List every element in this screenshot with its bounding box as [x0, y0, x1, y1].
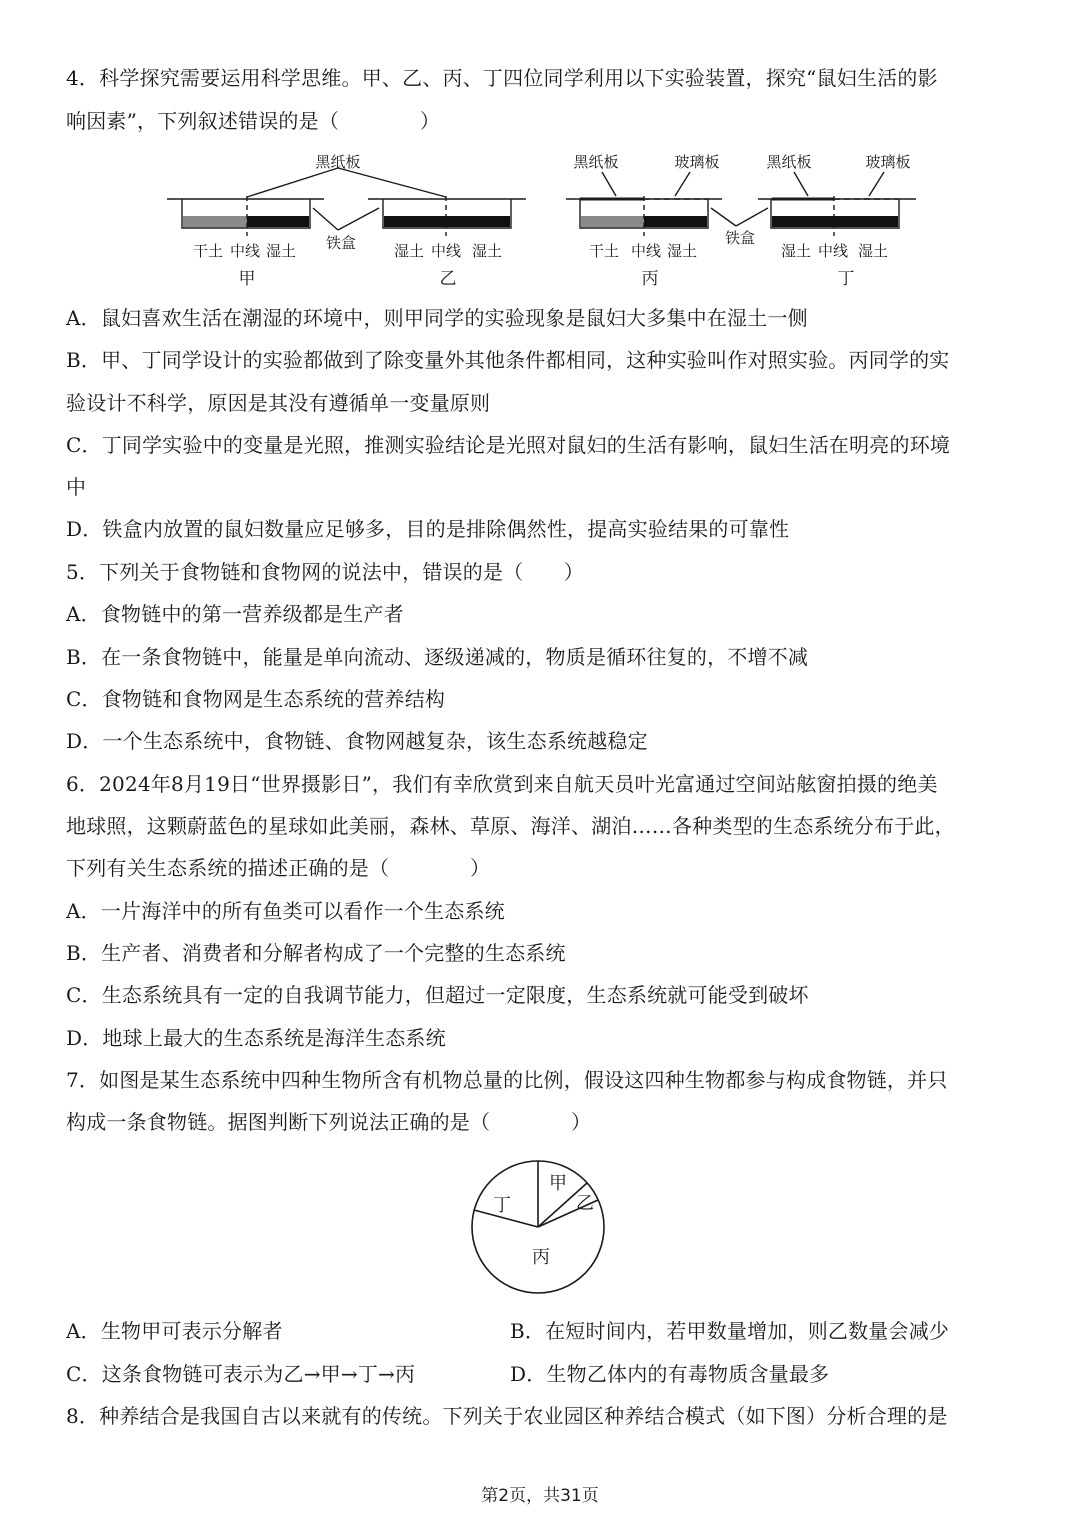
q4-stem-line2: 响因素”，下列叙述错误的是（ ） — [66, 109, 441, 133]
label-glass-board-ding: 玻璃板 — [865, 153, 911, 171]
label-wet-soil-ding-left: 湿土 — [780, 242, 812, 260]
q7-stem-line1: 7．如图是某生态系统中四种生物所含有机物总量的比例，假设这四种生物都参与构成食物链，并只 — [66, 1068, 948, 1092]
page-footer: 第2页，共31页 — [481, 1486, 599, 1506]
pie-label-yi: 乙 — [576, 1193, 594, 1214]
pie-label-jia: 甲 — [549, 1173, 567, 1194]
q6-option-c: C．生态系统具有一定的自我调节能力，但超过一定限度，生态系统就可能受到破坏 — [66, 983, 809, 1007]
q7-option-c: C．这条食物链可表示为乙→甲→丁→丙 — [66, 1362, 416, 1386]
q7-option-a: A．生物甲可表示分解者 — [66, 1319, 283, 1343]
pie-label-bing: 丙 — [532, 1247, 550, 1268]
label-wet-soil-jia: 湿土 — [265, 242, 297, 260]
q6-stem-line1: 6．2024年8月19日“世界摄影日”，我们有幸欣赏到来自航天员叶光富通过空间站舷窗拍摄的绝美 — [66, 772, 938, 796]
q6-option-a: A．一片海洋中的所有鱼类可以看作一个生态系统 — [66, 899, 505, 923]
q6-stem-line2: 地球照，这颗蔚蓝色的星球如此美丽，森林、草原、海洋、湖泊……各种类型的生态系统分布于此， — [66, 814, 955, 838]
label-mid-line-jia: 中线 — [229, 242, 261, 260]
q4-option-c-line1: C．丁同学实验中的变量是光照，推测实验结论是光照对鼠妇的生活有影响，鼠妇生活在明亮的环境 — [66, 433, 951, 457]
label-bing: 丙 — [641, 269, 659, 289]
label-mid-line-ding: 中线 — [817, 242, 849, 260]
q6-option-b: B．生产者、消费者和分解者构成了一个完整的生态系统 — [66, 941, 566, 965]
label-wet-soil-yi-right: 湿土 — [471, 242, 503, 260]
q4-stem-line1: 4．科学探究需要运用科学思维。甲、乙、丙、丁四位同学利用以下实验装置，探究“鼠妇生活的影 — [66, 66, 938, 90]
q4-option-b-line1: B．甲、丁同学设计的实验都做到了除变量外其他条件都相同，这种实验叫作对照实验。丙同学的实 — [66, 348, 950, 372]
q7-stem-line2: 构成一条食物链。据图判断下列说法正确的是（ ） — [66, 1110, 592, 1134]
q4-option-d: D．铁盒内放置的鼠妇数量应足够多，目的是排除偶然性，提高实验结果的可靠性 — [66, 517, 790, 541]
q7-option-d: D．生物乙体内的有毒物质含量最多 — [510, 1362, 830, 1386]
label-mid-line-bing: 中线 — [630, 242, 662, 260]
q5-option-b: B．在一条食物链中，能量是单向流动、逐级递减的，物质是循环往复的，不增不减 — [66, 645, 809, 669]
q5-option-d: D．一个生态系统中，食物链、食物网越复杂，该生态系统越稳定 — [66, 729, 648, 753]
pie-label-ding: 丁 — [493, 1195, 511, 1216]
label-dry-soil-bing: 干土 — [588, 242, 620, 260]
label-ding: 丁 — [837, 269, 855, 289]
label-dry-soil-jia: 干土 — [192, 242, 224, 260]
label-yi: 乙 — [439, 269, 457, 289]
q7-pie-figure — [468, 1160, 608, 1296]
label-iron-box-1: 铁盒 — [325, 234, 357, 252]
label-wet-soil-ding-right: 湿土 — [857, 242, 889, 260]
label-black-board-ding: 黑纸板 — [766, 153, 812, 171]
q4-experiment-figure — [0, 148, 1080, 296]
q4-option-c-line2: 中 — [66, 475, 87, 499]
label-black-board-bing: 黑纸板 — [573, 153, 619, 171]
label-wet-soil-bing: 湿土 — [666, 242, 698, 260]
label-jia: 甲 — [238, 269, 256, 289]
q4-option-a: A．鼠妇喜欢生活在潮湿的环境中，则甲同学的实验现象是鼠妇大多集中在湿土一侧 — [66, 306, 808, 330]
q4-option-b-line2: 验设计不科学，原因是其没有遵循单一变量原则 — [66, 391, 491, 415]
q7-option-b: B．在短时间内，若甲数量增加，则乙数量会减少 — [510, 1319, 950, 1343]
q5-option-a: A．食物链中的第一营养级都是生产者 — [66, 602, 404, 626]
q6-stem-line3: 下列有关生态系统的描述正确的是（ ） — [66, 856, 491, 880]
q5-option-c: C．食物链和食物网是生态系统的营养结构 — [66, 687, 446, 711]
label-mid-line-yi: 中线 — [430, 242, 462, 260]
q5-stem: 5．下列关于食物链和食物网的说法中，错误的是（ ） — [66, 560, 584, 584]
label-black-board-1: 黑纸板 — [315, 153, 361, 171]
label-glass-board-bing: 玻璃板 — [674, 153, 720, 171]
label-iron-box-2: 铁盒 — [724, 229, 756, 247]
q8-stem-line1: 8．种养结合是我国自古以来就有的传统。下列关于农业园区种养结合模式（如下图）分析合理的是 — [66, 1404, 948, 1428]
q6-option-d: D．地球上最大的生态系统是海洋生态系统 — [66, 1026, 446, 1050]
label-wet-soil-yi-left: 湿土 — [393, 242, 425, 260]
